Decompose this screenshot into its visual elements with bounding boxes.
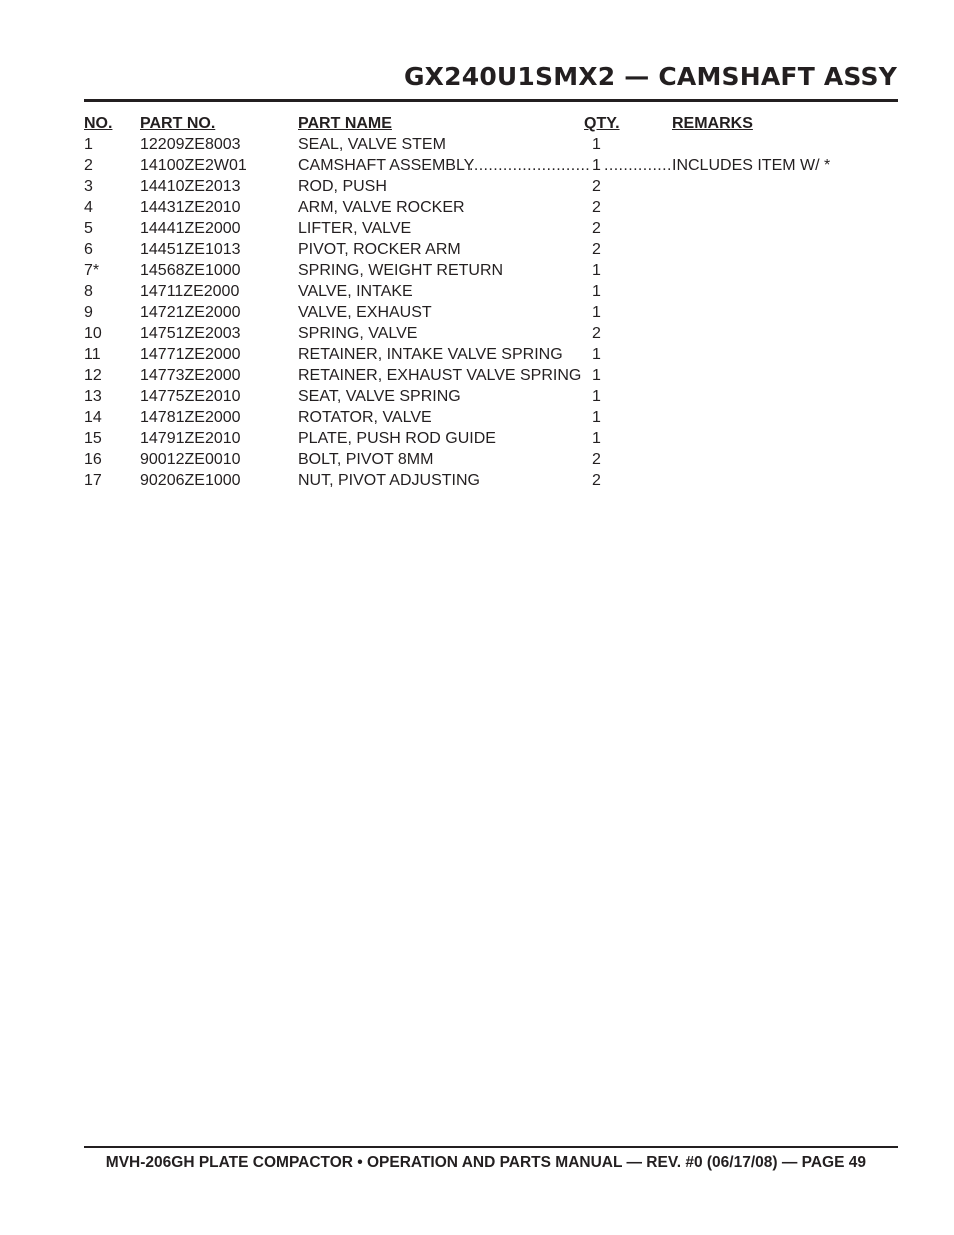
- item-no: 12: [84, 367, 102, 384]
- part-name: SEAL, VALVE STEM: [298, 136, 446, 153]
- table-row: [84, 407, 898, 428]
- part-name: LIFTER, VALVE: [298, 220, 412, 237]
- quantity: 1: [592, 367, 601, 384]
- part-number: 14781ZE2000: [140, 409, 241, 426]
- table-row: [84, 239, 898, 260]
- title-rule: [84, 99, 898, 102]
- quantity: 1: [592, 409, 601, 426]
- item-no: 1: [84, 136, 93, 153]
- leader-dots: [469, 155, 589, 176]
- part-name: PIVOT, ROCKER ARM: [298, 241, 461, 258]
- part-number: 14451ZE1013: [140, 241, 241, 258]
- part-name: VALVE, INTAKE: [298, 283, 413, 300]
- part-name: ROD, PUSH: [298, 178, 387, 195]
- quantity: 2: [592, 472, 601, 489]
- header-no: NO.: [84, 115, 113, 132]
- table-row: [84, 449, 898, 470]
- quantity: 2: [592, 199, 601, 216]
- page-footer: MVH-206GH PLATE COMPACTOR • OPERATION AND PARTS MANUAL — REV. #0 (06/17/08) — PAGE 49: [105, 1154, 866, 1171]
- item-no: 2: [84, 157, 93, 174]
- table-row: [84, 260, 898, 281]
- part-number: 14721ZE2000: [140, 304, 241, 321]
- table-row: [84, 470, 898, 491]
- part-number: 14431ZE2010: [140, 199, 241, 216]
- part-name: SPRING, VALVE: [298, 325, 418, 342]
- part-name: SPRING, WEIGHT RETURN: [298, 262, 504, 279]
- item-no: 10: [84, 325, 102, 342]
- item-no: 17: [84, 472, 102, 489]
- table-row: [84, 344, 898, 365]
- parts-rows: [84, 134, 898, 491]
- part-name: VALVE, EXHAUST: [298, 304, 432, 321]
- part-number: 14751ZE2003: [140, 325, 241, 342]
- part-number: 14791ZE2010: [140, 430, 241, 447]
- remarks: INCLUDES ITEM W/ *: [672, 157, 831, 174]
- part-name: PLATE, PUSH ROD GUIDE: [298, 430, 496, 447]
- part-name: SEAT, VALVE SPRING: [298, 388, 461, 405]
- footer-rule: [84, 1146, 898, 1148]
- part-number: 14100ZE2W01: [140, 157, 247, 174]
- parts-list-header: [84, 113, 898, 134]
- header-qty: QTY.: [584, 115, 620, 132]
- leader-dots: [604, 155, 670, 176]
- table-row: [84, 197, 898, 218]
- item-no: 7*: [84, 262, 100, 279]
- part-name: CAMSHAFT ASSEMBLY: [298, 157, 475, 174]
- table-row: [84, 218, 898, 239]
- table-row: [84, 323, 898, 344]
- quantity: 1: [592, 346, 601, 363]
- parts-list: [84, 113, 898, 491]
- table-row: [84, 302, 898, 323]
- table-row: [84, 365, 898, 386]
- part-number: 90012ZE0010: [140, 451, 241, 468]
- item-no: 14: [84, 409, 102, 426]
- page-title: GX240U1SMX2 — CAMSHAFT ASSY: [403, 62, 897, 91]
- part-number: 14771ZE2000: [140, 346, 241, 363]
- quantity: 1: [592, 304, 601, 321]
- quantity: 2: [592, 178, 601, 195]
- quantity: 1: [592, 430, 601, 447]
- item-no: 4: [84, 199, 93, 216]
- part-name: NUT, PIVOT ADJUSTING: [298, 472, 480, 489]
- part-name: ROTATOR, VALVE: [298, 409, 432, 426]
- header-part-no: PART NO.: [140, 115, 216, 132]
- part-number: 14775ZE2010: [140, 388, 241, 405]
- part-name: RETAINER, EXHAUST VALVE SPRING: [298, 367, 582, 384]
- quantity: 1: [592, 262, 601, 279]
- part-number: 14773ZE2000: [140, 367, 241, 384]
- table-row: [84, 176, 898, 197]
- quantity: 1: [592, 283, 601, 300]
- quantity: 2: [592, 325, 601, 342]
- part-number: 14410ZE2013: [140, 178, 241, 195]
- table-row: [84, 428, 898, 449]
- table-row: [84, 134, 898, 155]
- quantity: 2: [592, 451, 601, 468]
- part-name: RETAINER, INTAKE VALVE SPRING: [298, 346, 563, 363]
- table-row: [84, 281, 898, 302]
- item-no: 15: [84, 430, 102, 447]
- item-no: 9: [84, 304, 93, 321]
- part-number: 14711ZE2000: [140, 283, 240, 300]
- item-no: 13: [84, 388, 102, 405]
- item-no: 16: [84, 451, 102, 468]
- item-no: 11: [84, 346, 101, 363]
- header-part-name: PART NAME: [298, 115, 392, 132]
- part-number: 12209ZE8003: [140, 136, 241, 153]
- table-row: [84, 386, 898, 407]
- part-name: ARM, VALVE ROCKER: [298, 199, 465, 216]
- quantity: 1: [592, 157, 601, 174]
- item-no: 3: [84, 178, 93, 195]
- quantity: 2: [592, 220, 601, 237]
- item-no: 5: [84, 220, 93, 237]
- table-row: [84, 155, 898, 176]
- part-name: BOLT, PIVOT 8MM: [298, 451, 434, 468]
- part-number: 14568ZE1000: [140, 262, 241, 279]
- part-number: 14441ZE2000: [140, 220, 241, 237]
- quantity: 1: [592, 136, 601, 153]
- quantity: 1: [592, 388, 601, 405]
- header-remarks: REMARKS: [672, 115, 753, 132]
- part-number: 90206ZE1000: [140, 472, 241, 489]
- quantity: 2: [592, 241, 601, 258]
- item-no: 6: [84, 241, 93, 258]
- item-no: 8: [84, 283, 93, 300]
